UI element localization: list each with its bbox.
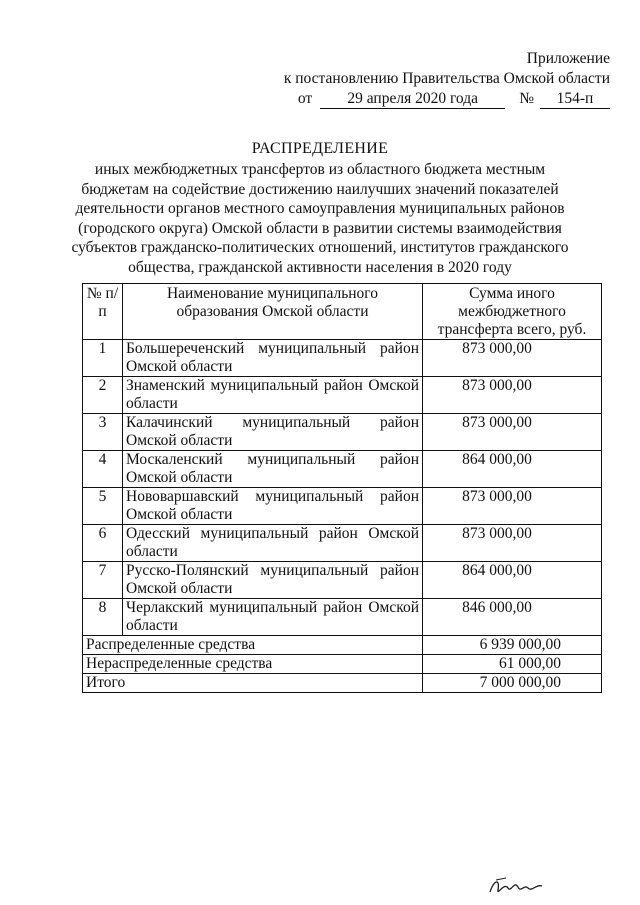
transfer-sum-value: 873 000,00 xyxy=(462,488,532,505)
transfer-sum xyxy=(423,451,602,488)
municipality-name: Нововаршавский муниципальный район Омской области xyxy=(123,488,423,525)
table-row xyxy=(83,562,602,599)
appendix-title: Приложение xyxy=(526,50,610,67)
table-row xyxy=(83,525,602,562)
transfer-sum-value: 846 000,00 xyxy=(462,599,532,616)
row-number: 5 xyxy=(83,488,123,525)
totals-sum: 61 000,00 xyxy=(423,655,602,674)
resolution-number: 154-п xyxy=(540,90,610,109)
transfer-sum-value: 864 000,00 xyxy=(462,451,532,468)
document-heading xyxy=(70,140,570,277)
totals-label: Итого xyxy=(83,674,423,693)
transfer-sum-value: 864 000,00 xyxy=(462,562,532,579)
municipality-name: Калачинский муниципальный район Омской области xyxy=(123,414,423,451)
table-row xyxy=(83,340,602,377)
transfer-sum xyxy=(423,340,602,377)
transfer-sum-value: 873 000,00 xyxy=(462,340,532,357)
municipality-name: Черлакский муниципальный район Омской области xyxy=(123,599,423,636)
municipality-name: Русско-Полянский муниципальный район Омской области xyxy=(123,562,423,599)
municipality-name: Одесский муниципальный район Омской области xyxy=(123,525,423,562)
row-number: 4 xyxy=(83,451,123,488)
row-number: 3 xyxy=(83,414,123,451)
header-num: № п/п xyxy=(83,284,123,340)
header-name: Наименование муниципального образования Омской области xyxy=(123,284,423,340)
table-row xyxy=(83,414,602,451)
totals-row xyxy=(83,655,602,674)
transfer-sum-value: 873 000,00 xyxy=(462,414,532,431)
totals-sum: 7 000 000,00 xyxy=(423,674,602,693)
table-row xyxy=(83,377,602,414)
table-header-row xyxy=(83,284,602,340)
table-row xyxy=(83,451,602,488)
table-row xyxy=(83,488,602,525)
row-number: 7 xyxy=(83,562,123,599)
row-number: 6 xyxy=(83,525,123,562)
totals-sum: 6 939 000,00 xyxy=(423,636,602,655)
row-number: 8 xyxy=(83,599,123,636)
transfer-sum-value: 873 000,00 xyxy=(462,377,532,394)
transfer-sum xyxy=(423,562,602,599)
appendix-header xyxy=(190,50,610,110)
transfer-sum xyxy=(423,377,602,414)
totals-label: Распределенные средства xyxy=(83,636,423,655)
transfer-sum xyxy=(423,488,602,525)
transfer-sum xyxy=(423,599,602,636)
transfer-sum-value: 873 000,00 xyxy=(462,525,532,542)
municipality-name: Большереченский муниципальный район Омской области xyxy=(123,340,423,377)
totals-row xyxy=(83,674,602,693)
signature xyxy=(486,872,546,898)
table-row xyxy=(83,599,602,636)
date-prefix: от xyxy=(297,90,313,107)
document-title: РАСПРЕДЕЛЕНИЕ xyxy=(251,140,389,157)
totals-row xyxy=(83,636,602,655)
row-number: 2 xyxy=(83,377,123,414)
distribution-table xyxy=(82,283,602,693)
transfer-sum xyxy=(423,414,602,451)
appendix-date-line xyxy=(190,90,610,110)
document-subtitle: иных межбюджетных трансфертов из областного бюджета местным бюджетам на содействие достижению наилучших значений показателей деятельности органов местного самоуправления муниципальных районов (городского округа) Омской области в развитии системы взаимодействия субъектов гражданско-политических отношений, институтов гражданского общества, гражданской активности населения в 2020 году xyxy=(71,161,569,276)
transfer-sum xyxy=(423,525,602,562)
resolution-date: 29 апреля 2020 года xyxy=(320,90,505,109)
number-sign: № xyxy=(519,90,534,107)
appendix-resolution: к постановлению Правительства Омской области xyxy=(283,70,610,87)
municipality-name: Москаленский муниципальный район Омской области xyxy=(123,451,423,488)
row-number: 1 xyxy=(83,340,123,377)
totals-label: Нераспределенные средства xyxy=(83,655,423,674)
header-sum: Сумма иного межбюджетного трансферта всего, руб. xyxy=(423,284,602,340)
municipality-name: Знаменский муниципальный район Омской области xyxy=(123,377,423,414)
